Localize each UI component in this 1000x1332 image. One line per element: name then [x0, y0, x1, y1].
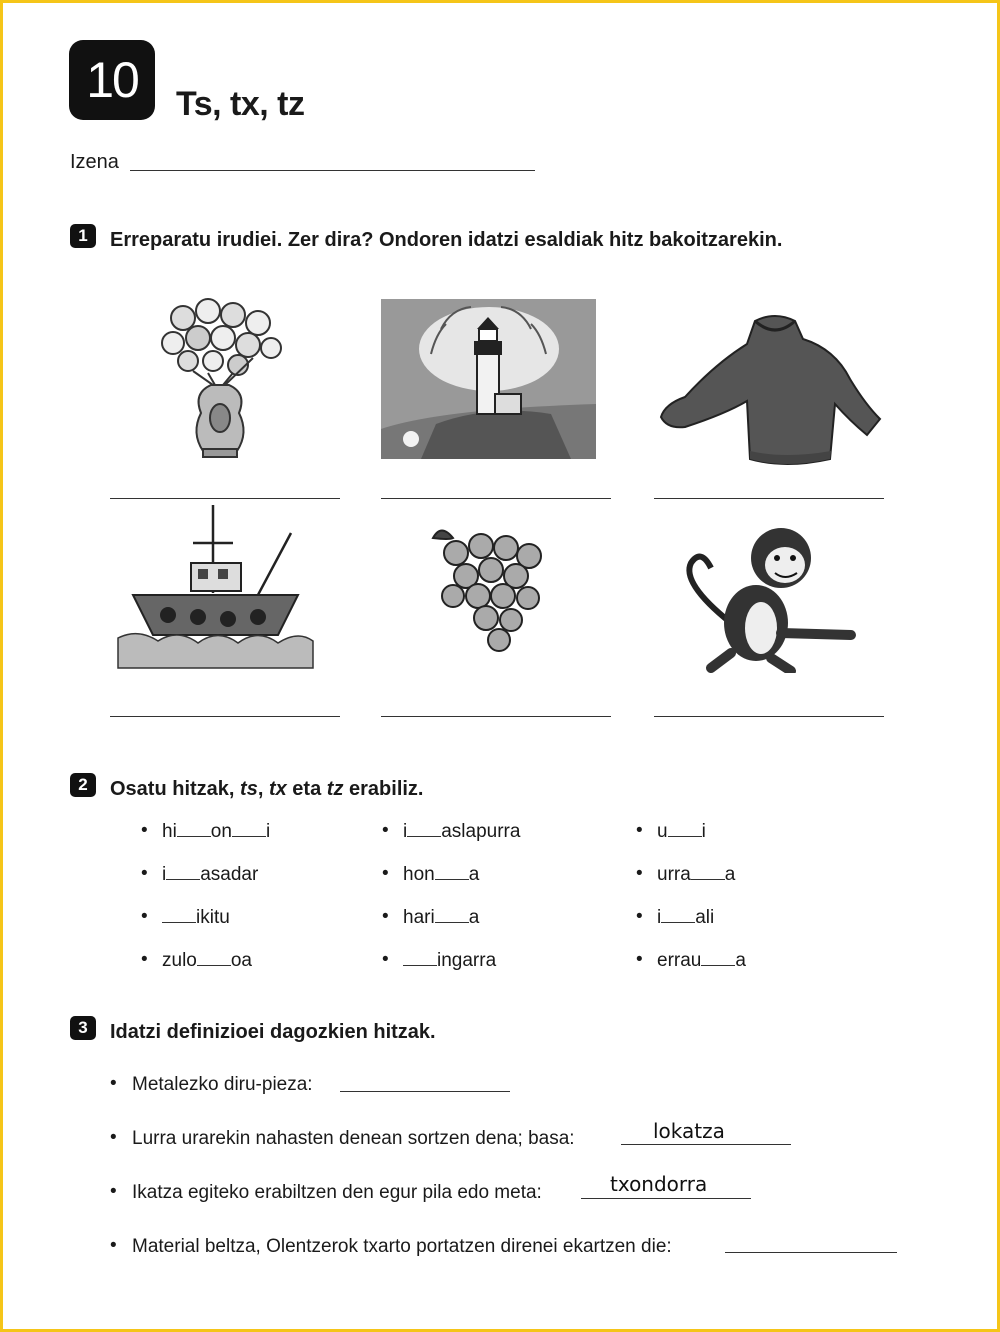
question-2-number: 2 — [70, 773, 96, 797]
letter-blank[interactable] — [435, 865, 469, 880]
lighthouse-icon — [381, 299, 596, 459]
definition-answer[interactable]: lokatza — [653, 1119, 725, 1143]
letter-blank[interactable] — [661, 908, 695, 923]
picture-answer-line[interactable] — [110, 498, 340, 499]
definition-answer-line[interactable] — [340, 1091, 510, 1092]
question-2-instruction: Osatu hitzak, ts, tx eta tz erabiliz. — [110, 778, 424, 800]
fill-word: • i asadar — [141, 863, 259, 885]
picture-answer-line[interactable] — [381, 498, 611, 499]
definition-text: • Material beltza, Olentzerok txarto portatzen direnei ekartzen die: — [110, 1235, 672, 1257]
letter-blank[interactable] — [691, 865, 725, 880]
fill-word: • ikitu — [141, 906, 230, 928]
flower-vase-icon — [153, 293, 288, 463]
fill-word: • zulo oa — [141, 949, 252, 971]
picture-answer-line[interactable] — [654, 716, 884, 717]
unit-number-badge: 10 — [69, 40, 155, 120]
letter-blank[interactable] — [166, 865, 200, 880]
fill-word: • hari a — [382, 906, 480, 928]
question-3-instruction: Idatzi definizioei dagozkien hitzak. — [110, 1021, 436, 1043]
picture-answer-line[interactable] — [654, 498, 884, 499]
letter-blank[interactable] — [162, 908, 196, 923]
fill-word: • i aslapurra — [382, 820, 521, 842]
definition-answer[interactable]: txondorra — [610, 1172, 708, 1196]
fill-word: • hon a — [382, 863, 480, 885]
question-1-instruction: Erreparatu irudiei. Zer dira? Ondoren idatzi esaldiak hitz bakoitzarekin. — [110, 229, 783, 251]
fill-word: • errau a — [636, 949, 746, 971]
question-1-number: 1 — [70, 224, 96, 248]
fill-word: • hi on i — [141, 820, 271, 842]
letter-blank[interactable] — [403, 951, 437, 966]
definition-answer-line[interactable] — [581, 1198, 751, 1199]
definition-text: • Metalezko diru-pieza: — [110, 1073, 313, 1095]
name-label: Izena — [70, 151, 119, 173]
fill-word: • ingarra — [382, 949, 497, 971]
fill-word: • urra a — [636, 863, 736, 885]
grapes-icon — [431, 518, 551, 653]
picture-answer-line[interactable] — [110, 716, 340, 717]
fishing-boat-icon — [113, 503, 318, 673]
letter-blank[interactable] — [668, 822, 702, 837]
sweater-icon — [655, 309, 887, 469]
question-3-number: 3 — [70, 1016, 96, 1040]
letter-blank[interactable] — [701, 951, 735, 966]
picture-answer-line[interactable] — [381, 716, 611, 717]
letter-blank[interactable] — [232, 822, 266, 837]
definition-text: • Ikatza egiteko erabiltzen den egur pila edo meta: — [110, 1181, 542, 1203]
monkey-icon — [671, 523, 861, 673]
letter-blank[interactable] — [177, 822, 211, 837]
letter-blank[interactable] — [407, 822, 441, 837]
fill-word: • i ali — [636, 906, 715, 928]
letter-blank[interactable] — [197, 951, 231, 966]
page-title: Ts, tx, tz — [176, 85, 305, 123]
definition-answer-line[interactable] — [725, 1252, 897, 1253]
letter-blank[interactable] — [435, 908, 469, 923]
definition-answer-line[interactable] — [621, 1144, 791, 1145]
definition-text: • Lurra urarekin nahasten denean sortzen dena; basa: — [110, 1127, 575, 1149]
fill-word: • u i — [636, 820, 706, 842]
name-input-line[interactable] — [130, 170, 535, 171]
